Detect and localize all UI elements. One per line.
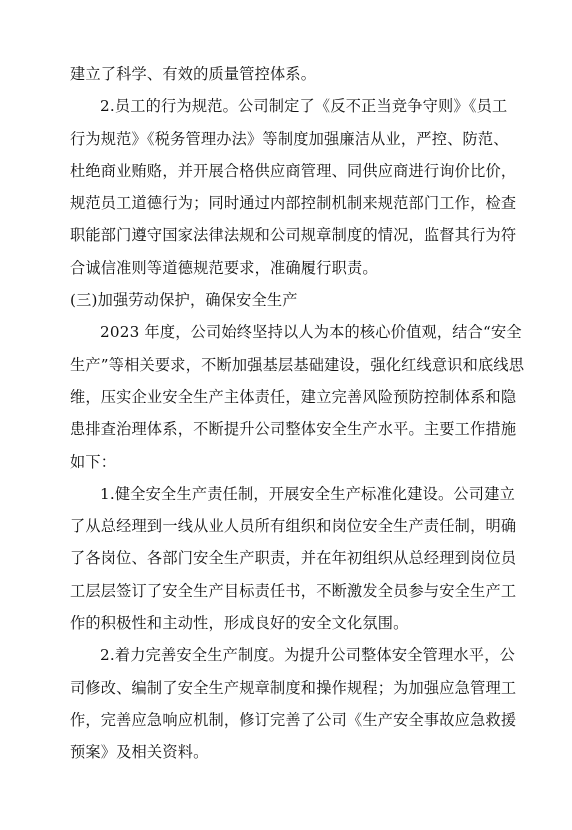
text-line: 合诚信准则等道德规范要求，准确履行职责。 [70, 258, 378, 277]
text-line: 司修改、编制了安全生产规章制度和操作规程；为加强应急管理工 [70, 678, 517, 697]
section-heading [70, 284, 510, 316]
paragraph-employee-conduct [70, 90, 517, 284]
text-line: 如下： [70, 452, 117, 471]
text-line: 预案》及相关资料。 [70, 743, 209, 762]
text-line: 职能部门遵守国家法律法规和公司规章制度的情况，监督其行为符 [70, 226, 517, 245]
text-line: 了各岗位、各部门安全生产职责，并在年初组织从总经理到岗位员 [70, 549, 517, 568]
text-line: 生产”等相关要求，不断加强基层基础建设，强化红线意识和底线思 [70, 355, 525, 374]
paragraph-continuation [70, 58, 510, 90]
text-line: 作，完善应急响应机制，修订完善了公司《生产安全事故应急救援 [70, 710, 517, 729]
paragraph-safety-intro [70, 316, 525, 477]
text-line: 行为规范》《税务管理办法》等制度加强廉洁从业，严控、防范、 [70, 129, 509, 148]
text-line: 作的积极性和主动性，形成良好的安全文化氛围。 [70, 614, 409, 633]
text-line: 2.员工的行为规范。公司制定了《反不正当竞争守则》《员工 [100, 97, 508, 116]
text-line: 杜绝商业贿赂，并开展合格供应商管理、同供应商进行询价比价， [70, 161, 517, 180]
paragraph-responsibility-system [70, 478, 517, 639]
text-line: 2.着力完善安全生产制度。为提升公司整体安全管理水平，公 [100, 646, 515, 665]
text-line: 了从总经理到一线从业人员所有组织和岗位安全生产责任制，明确 [70, 517, 517, 536]
text-line: 维，压实企业安全生产主体责任，建立完善风险预防控制体系和隐 [70, 387, 517, 406]
text-line: 建立了科学、有效的质量管控体系。 [70, 65, 317, 83]
text-line: 2023 年度，公司始终坚持以人为本的核心价值观，结合“安全 [100, 323, 522, 342]
text-line: 患排查治理体系，不断提升公司整体安全生产水平。主要工作措施 [70, 420, 517, 439]
paragraph-safety-rules [70, 639, 517, 768]
text-line: 工层层签订了安全生产目标责任书，不断激发全员参与安全生产工 [70, 581, 517, 600]
text-line: 1.健全安全生产责任制，开展安全生产标准化建设。公司建立 [100, 484, 515, 503]
heading-text: (三)加强劳动保护，确保安全生产 [70, 291, 298, 310]
document-page [70, 58, 525, 769]
text-line: 规范员工道德行为；同时通过内部控制机制来规范部门工作，检查 [70, 194, 517, 213]
